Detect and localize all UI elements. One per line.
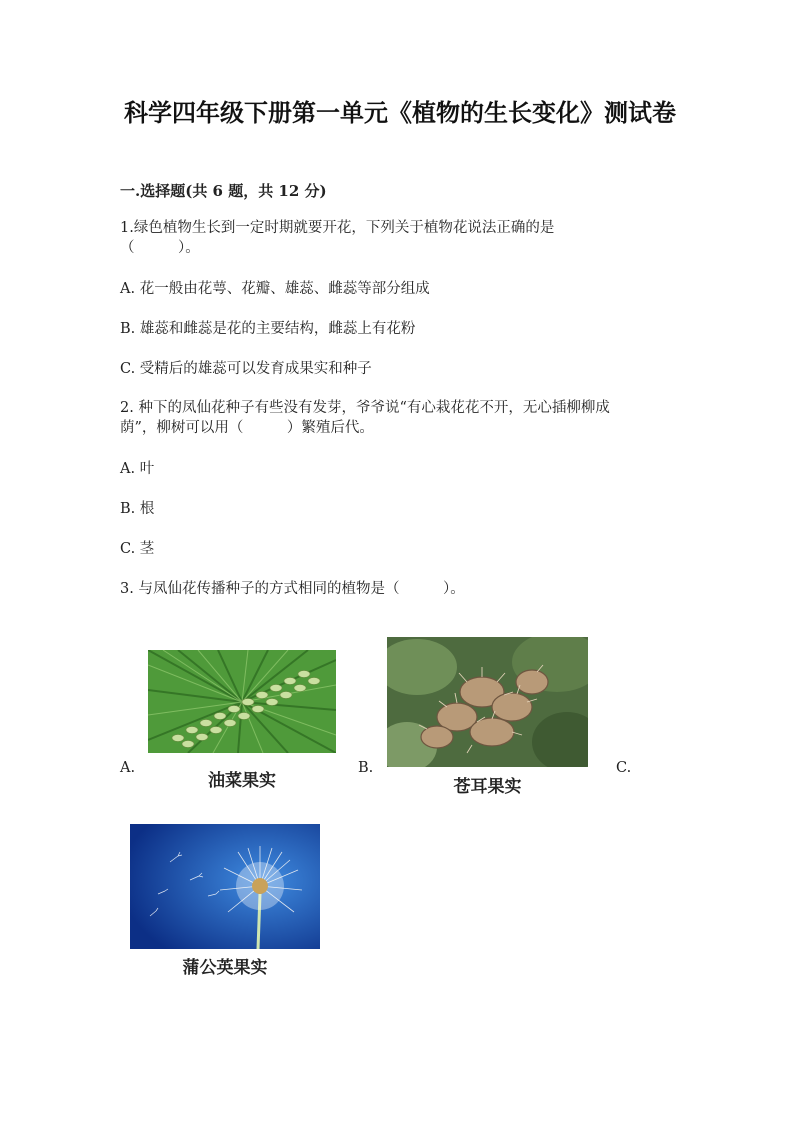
question-2-option-c: C. 茎 <box>120 541 155 557</box>
question-3-option-b-label: B. <box>358 760 374 776</box>
section-heading: 一.选择题(共 6 题，共 12 分) <box>120 182 327 200</box>
question-2 <box>120 398 680 438</box>
rapeseed-fruit-image <box>148 650 336 753</box>
question-2-option-b: B. 根 <box>120 501 155 517</box>
question-1 <box>120 218 680 258</box>
question-3: 3. 与凤仙花传播种子的方式相同的植物是（ ）。 <box>120 581 465 597</box>
question-2-option-a: A. 叶 <box>120 461 155 477</box>
question-1-option-a: A. 花一般由花萼、花瓣、雄蕊、雌蕊等部分组成 <box>120 281 430 297</box>
page-title: 科学四年级下册第一单元《植物的生长变化》测试卷 <box>124 98 676 127</box>
question-2-line-1: 2. 种下的凤仙花种子有些没有发芽，爷爷说“有心栽花花不开，无心插柳柳成 <box>120 400 610 416</box>
rapeseed-fruit-caption: 油菜果实 <box>208 771 276 791</box>
question-1-option-b: B. 雄蕊和雌蕊是花的主要结构，雌蕊上有花粉 <box>120 321 416 337</box>
question-1-option-c: C. 受精后的雄蕊可以发育成果实和种子 <box>120 361 372 377</box>
question-1-line-1: 1.绿色植物生长到一定时期就要开花，下列关于植物花说法正确的是 <box>120 220 555 236</box>
dandelion-fruit-caption: 蒲公英果实 <box>182 958 268 978</box>
cocklebur-fruit-image <box>387 637 588 767</box>
question-3-option-c-label: C. <box>616 760 632 776</box>
question-1-line-2: （ ）。 <box>120 240 200 256</box>
cocklebur-fruit-caption: 苍耳果实 <box>453 777 522 797</box>
question-2-line-2: 荫”，柳树可以用（ ）繁殖后代。 <box>120 420 374 436</box>
dandelion-fruit-image <box>130 824 320 949</box>
question-3-option-a-label: A. <box>120 760 136 776</box>
